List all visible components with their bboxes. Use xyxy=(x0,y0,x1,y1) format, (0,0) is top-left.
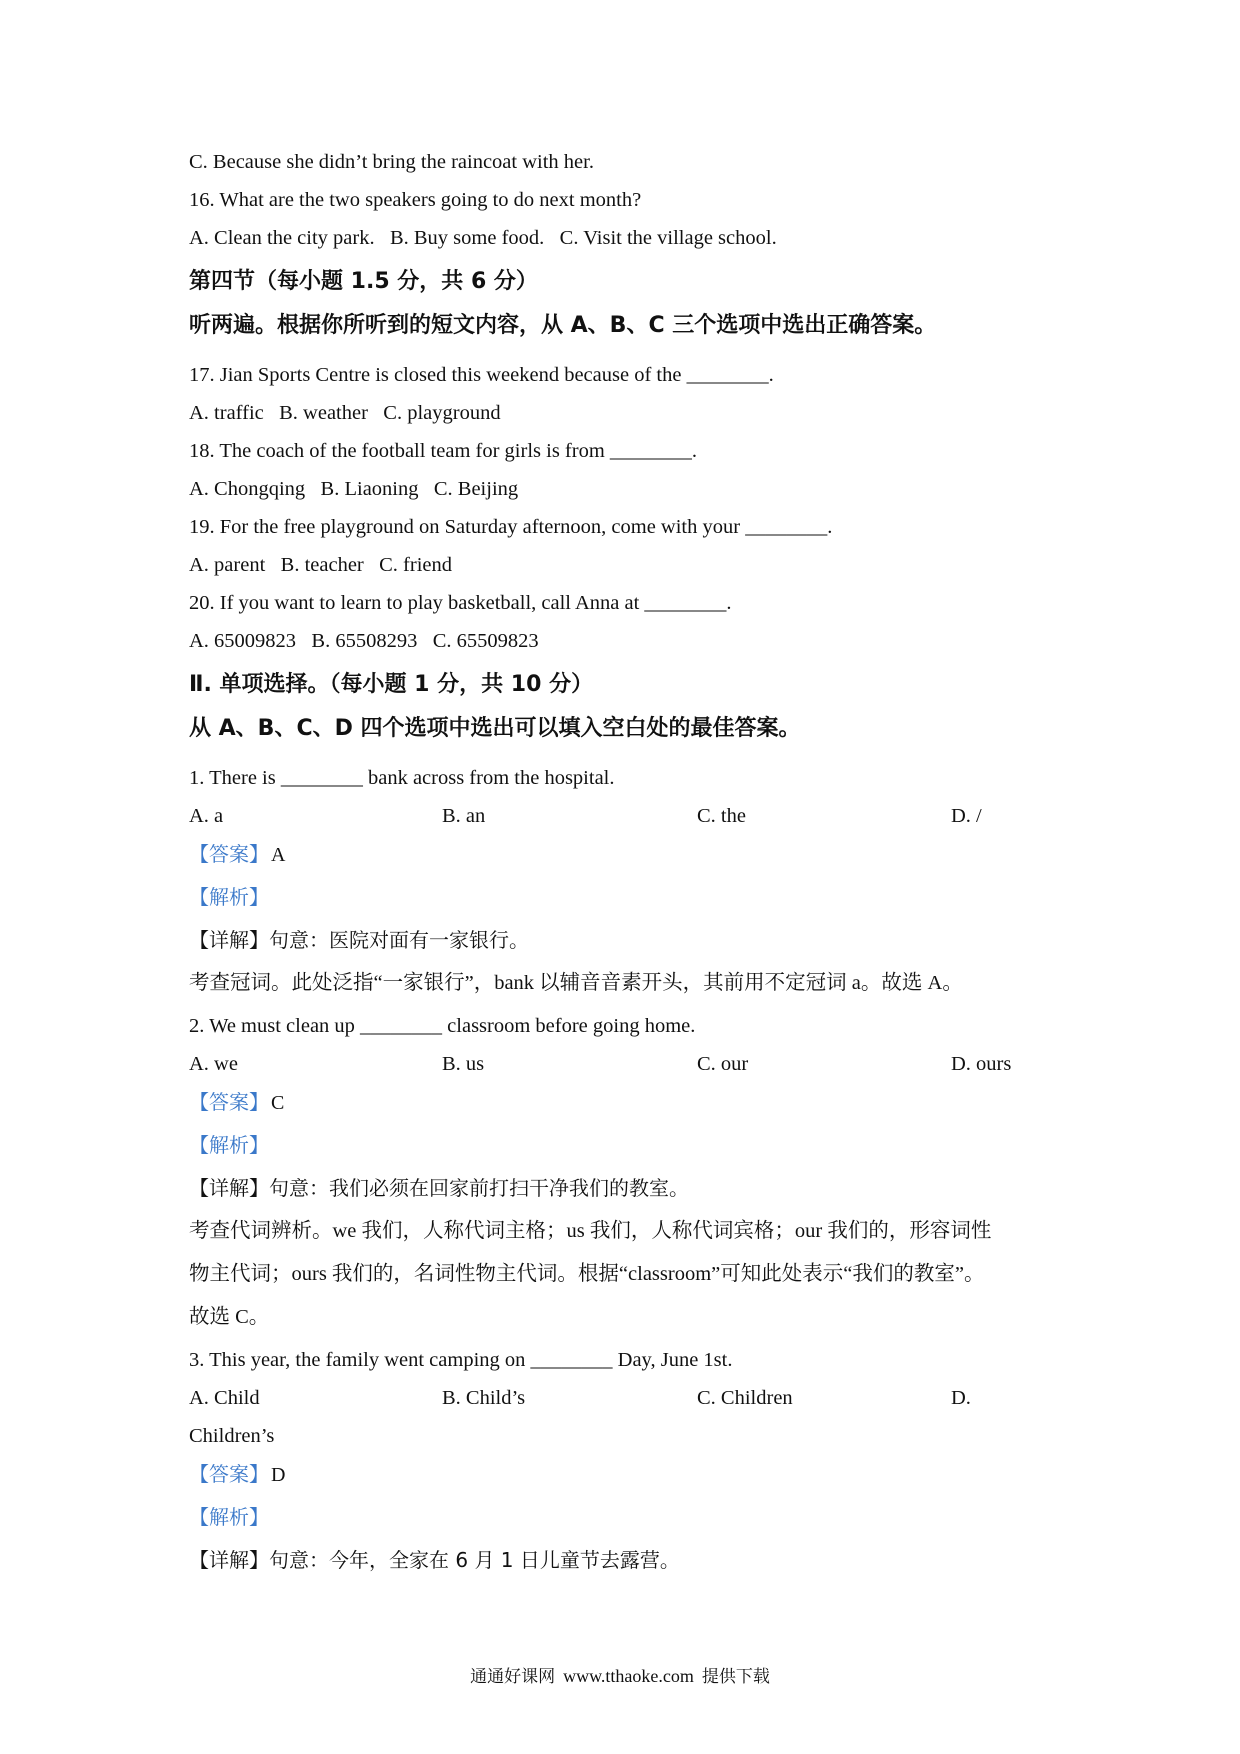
footer-site-name: 通通好课网 xyxy=(470,1667,556,1687)
footer-url[interactable]: www.tthaoke.com xyxy=(563,1666,694,1686)
question-2-stem: 2. We must clean up ________ classroom before going home. xyxy=(189,1015,696,1037)
option-d: D. ours xyxy=(951,1053,1012,1075)
option-b: B. us xyxy=(442,1053,485,1075)
question-2-options xyxy=(189,1051,1069,1089)
question-3-option-d-wrap: Children’s xyxy=(189,1425,275,1447)
q16-options: A. Clean the city park. B. Buy some food. C. Visit the village school. xyxy=(189,227,777,249)
option-c: C. our xyxy=(697,1053,749,1075)
option-c: C. the xyxy=(697,805,746,827)
q20-options: A. 65009823 B. 65508293 C. 65509823 xyxy=(189,630,539,652)
q19-options: A. parent B. teacher C. friend xyxy=(189,554,452,576)
analysis-tag: 【解析】 xyxy=(189,1505,269,1529)
question-2-detail: 【详解】句意：我们必须在回家前打扫干净我们的教室。 xyxy=(189,1176,689,1200)
question-2-explain-line: 故选 C。 xyxy=(189,1306,270,1328)
option-a: A. we xyxy=(189,1053,238,1075)
part2-title: Ⅱ. 单项选择。（每小题 1 分，共 10 分） xyxy=(189,672,594,697)
option-d: D. / xyxy=(951,805,982,827)
question-3-detail: 【详解】句意：今年，全家在 6 月 1 日儿童节去露营。 xyxy=(189,1548,680,1572)
option-d: D. xyxy=(951,1387,971,1409)
answer-tag: 【答案】 xyxy=(189,842,269,866)
answer-value: D xyxy=(271,1464,286,1486)
question-2-analysis-tag xyxy=(189,1132,1069,1175)
q15-option-c: C. Because she didn’t bring the raincoat with her. xyxy=(189,151,594,173)
question-3-stem: 3. This year, the family went camping on ________ Day, June 1st. xyxy=(189,1349,733,1371)
answer-value: C xyxy=(271,1092,285,1114)
option-b: B. Child’s xyxy=(442,1387,526,1409)
q18-options: A. Chongqing B. Liaoning C. Beijing xyxy=(189,478,519,500)
question-3-answer xyxy=(189,1461,1069,1504)
question-3-analysis-tag xyxy=(189,1504,1069,1547)
footer-suffix: 提供下载 xyxy=(701,1667,770,1687)
option-a: A. a xyxy=(189,805,224,827)
analysis-tag: 【解析】 xyxy=(189,885,269,909)
option-b: B. an xyxy=(442,805,486,827)
question-2-explain-line: 物主代词；ours 我们的，名词性物主代词。根据“classroom”可知此处表示“我们的教室”。 xyxy=(189,1263,985,1285)
answer-tag: 【答案】 xyxy=(189,1462,269,1486)
question-1-options xyxy=(189,803,1069,841)
q17-options: A. traffic B. weather C. playground xyxy=(189,402,501,424)
q20-stem: 20. If you want to learn to play basketball, call Anna at ________. xyxy=(189,592,732,614)
option-a: A. Child xyxy=(189,1387,260,1409)
page-footer xyxy=(0,1665,1240,1688)
question-1-answer xyxy=(189,841,1069,884)
analysis-tag: 【解析】 xyxy=(189,1133,269,1157)
question-1-detail: 【详解】句意：医院对面有一家银行。 xyxy=(189,928,529,952)
answer-value: A xyxy=(271,844,286,866)
question-1-analysis-tag xyxy=(189,884,1069,927)
question-1-explain-line: 考查冠词。此处泛指“一家银行”，bank 以辅音音素开头，其前用不定冠词 a。故选 A。 xyxy=(189,972,963,994)
q16-stem: 16. What are the two speakers going to do next month? xyxy=(189,189,642,211)
question-1-stem: 1. There is ________ bank across from the hospital. xyxy=(189,767,615,789)
question-2-explain-line: 考查代词辨析。we 我们，人称代词主格；us 我们，人称代词宾格；our 我们的，形容词性 xyxy=(189,1220,992,1242)
section4-instruction: 听两遍。根据你所听到的短文内容，从 A、B、C 三个选项中选出正确答案。 xyxy=(189,313,937,338)
q19-stem: 19. For the free playground on Saturday afternoon, come with your ________. xyxy=(189,516,833,538)
q18-stem: 18. The coach of the football team for girls is from ________. xyxy=(189,440,698,462)
question-3-options xyxy=(189,1385,1069,1423)
q17-stem: 17. Jian Sports Centre is closed this weekend because of the ________. xyxy=(189,364,774,386)
question-2-answer xyxy=(189,1089,1069,1132)
page-content xyxy=(189,149,1069,1590)
section4-title: 第四节（每小题 1.5 分，共 6 分） xyxy=(189,269,538,294)
part2-instruction: 从 A、B、C、D 四个选项中选出可以填入空白处的最佳答案。 xyxy=(189,716,801,741)
option-c: C. Children xyxy=(697,1387,793,1409)
answer-tag: 【答案】 xyxy=(189,1090,269,1114)
